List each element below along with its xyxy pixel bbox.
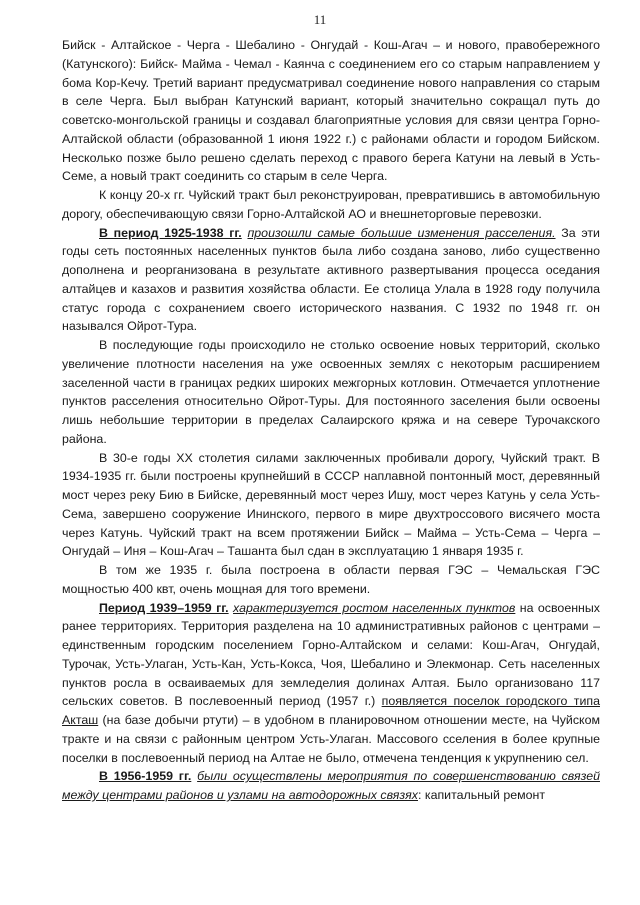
paragraph-1: Бийск - Алтайское - Черга - Шебалино - Онгудай - Кош-Агач – и нового, правобережного (Катунского): Бийск- Майма - Чемал - Каянча с соединением его со старым направлением у бома Кор-Кечу. Третий вариант предусматривал соединение нового направления со старым в селе Черга. Был выбран Катунский вариант, который значительно сокращал путь до советско-монгольской границы и создавал благоприятные условия для связи центра Горно-Алтайской области (образованной 1 июня 1922 г.) с районами области и городом Бийском. Несколько позже было решено сделать переход с правого берега Катуни на левый в Усть-Семе, а новый тракт соединить со старым в селе Черга. xyxy=(62,38,600,184)
period-summary-1956: были осуществлены мероприятия по совершенствованию связей между центрами районов и узлами на автодорожных связях xyxy=(62,769,600,802)
paragraph-4: В последующие годы происходило не столько освоение новых территорий, сколько увеличение плотности населения на уже освоенных землях с некоторым расширением заселенной части в границах редких широких межгорных котловин. Отмечается уплотнение пунктов расселения относительно Ойрот-Туры. Для постоянного заселения были освоены лишь небольшие территории в пределах Салаирского кряжа и на севере Турочакского района. xyxy=(62,338,600,446)
paragraph-7-text: на освоенных ранее территориях. Территория разделена на 10 административных районов с центрами – единственным городским поселением Горно-Алтайском и селами: Кош-Агач, Онгудай, Турочак, Усть-Улаган, Усть-Кан, Усть-Кокса, Чоя, Шебалино и Элекмонар. Сеть населенных пунктов росла в осваиваемых для земледелия долинах Алтая. Было организовано 117 сельских советов. В послевоенный период (1957 г.) xyxy=(62,600,600,709)
paragraph-8 xyxy=(62,767,600,805)
paragraph-7-tail: (на базе добычи ртути) – в удобном в планировочном отношении месте, на Чуйском тракте и на связи с районным центром Усть-Улаган. Массового сселения в более крупные поселки в послевоенный период на Алтае не было, отмечена тенденция к укрупнению сел. xyxy=(62,713,600,765)
period-heading-1925: В период 1925-1938 гг. xyxy=(99,225,242,240)
paragraph-3 xyxy=(62,224,600,337)
period-summary-1925: произошли самые большие изменения расселения. xyxy=(247,225,556,240)
period-heading-1939: Период 1939–1959 гг. xyxy=(99,600,229,615)
paragraph-2: К концу 20-х гг. Чуйский тракт был реконструирован, превратившись в автомобильную дорогу, обеспечивающую связи Горно-Алтайской АО и внешнеторговые перевозки. xyxy=(62,188,600,221)
period-summary-1939: характеризуется ростом населенных пунктов xyxy=(233,600,516,615)
period-heading-1956: В 1956-1959 гг. xyxy=(99,769,192,784)
paragraph-3-text: За эти годы сеть постоянных населенных пунктов была либо создана заново, либо существенно дополнена и реорганизована в результате активного развертывания процесса оседания алтайцев и казахов и развития хозяйства области. Ее столица Улала в 1928 году получила статус города с сохранением своего исторического названия. С 1932 по 1948 гг. он назывался Ойрот-Тура. xyxy=(62,225,600,334)
page-number: 11 xyxy=(313,12,327,27)
paragraph-7 xyxy=(62,599,600,768)
aktash-highlight: появляется поселок городского типа Акташ xyxy=(62,694,600,727)
paragraph-8-text: : капитальный ремонт xyxy=(418,788,546,802)
document-body xyxy=(62,36,600,805)
paragraph-6: В том же 1935 г. была построена в области первая ГЭС – Чемальская ГЭС мощностью 400 квт, очень мощная для того времени. xyxy=(62,563,600,596)
paragraph-5: В 30-е годы XX столетия силами заключенных пробивали дорогу, Чуйский тракт. В 1934-1935 гг. были построены крупнейший в СССР наплавной понтонный мост, деревянный мост через реку Бию в Бийске, деревянный мост через Ишу, мост через Катунь у села Усть-Сема, завершено сооружение Ининского, первого в мире двухтроссового висячего моста через Катунь. Чуйский тракт на всем протяжении Бийск – Майма – Усть-Сема – Черга – Онгудай – Иня – Кош-Агач – Ташанта был сдан в эксплуатацию 1 января 1935 г. xyxy=(62,450,600,559)
